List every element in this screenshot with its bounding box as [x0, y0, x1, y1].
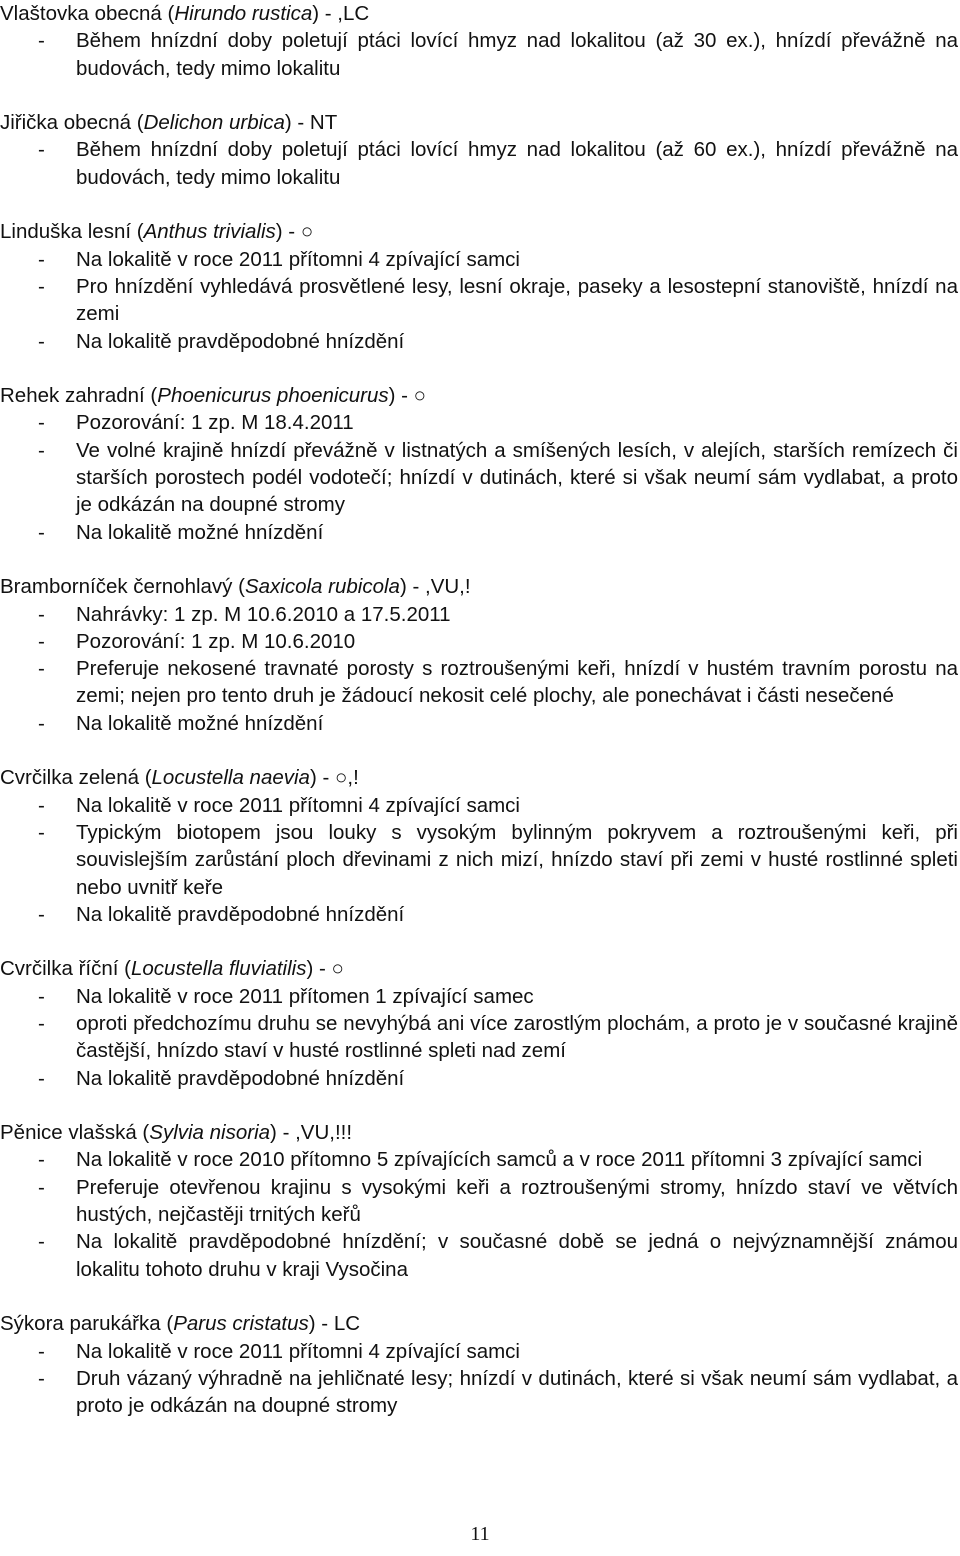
- species-common-name: Pěnice vlašská (: [0, 1121, 150, 1145]
- species-note-item: [0, 246, 958, 273]
- species-latin-name: Anthus trivialis: [143, 220, 276, 244]
- species-section: [0, 1310, 958, 1419]
- species-note-item: [0, 328, 958, 355]
- species-note-text: Na lokalitě pravděpodobné hnízdění: [76, 1066, 405, 1090]
- species-note-item: [0, 136, 958, 191]
- bullet-dash: -: [38, 820, 45, 844]
- species-notes-list: [0, 983, 958, 1092]
- bullet-dash: -: [38, 1066, 45, 1090]
- species-section: [0, 382, 958, 546]
- species-common-name: Sýkora parukářka (: [0, 1312, 174, 1336]
- bullet-dash: -: [38, 411, 45, 435]
- species-note-item: [0, 655, 958, 710]
- species-section: [0, 218, 958, 354]
- species-status: ,LC: [337, 2, 370, 25]
- species-note-item: [0, 628, 958, 655]
- species-note-item: [0, 437, 958, 519]
- species-note-item: [0, 409, 958, 436]
- species-notes-list: [0, 601, 958, 737]
- species-heading: [0, 218, 958, 245]
- species-note-item: [0, 601, 958, 628]
- species-status: NT: [309, 111, 338, 135]
- species-latin-name: Saxicola rubicola: [244, 575, 400, 599]
- species-heading-separator: ) -: [306, 957, 332, 981]
- species-heading: [0, 109, 958, 136]
- species-note-item: [0, 1010, 958, 1065]
- species-heading-separator: ) -: [308, 1312, 334, 1336]
- species-note-text: Pozorování: 1 zp. M 10.6.2010: [76, 629, 356, 653]
- bullet-dash: -: [38, 29, 45, 53]
- species-note-text: Druh vázaný výhradně na jehličnaté lesy; hnízdí v dutinách, které si však neumí sám vydlabat, a proto je odkázán na doupné stromy: [76, 1366, 958, 1418]
- bullet-dash: -: [38, 1366, 45, 1390]
- species-section: [0, 0, 958, 82]
- bullet-dash: -: [38, 629, 45, 653]
- species-note-item: [0, 1146, 958, 1173]
- bullet-dash: -: [38, 902, 45, 926]
- bullet-dash: -: [38, 793, 45, 817]
- species-note-text: Pro hnízdění vyhledává prosvětlené lesy, lesní okraje, paseky a lesostepní stanoviště, hnízdí na zemi: [76, 274, 958, 326]
- species-latin-name: Delichon urbica: [143, 111, 285, 135]
- species-note-item: [0, 792, 958, 819]
- species-note-text: Na lokalitě v roce 2011 přítomni 4 zpívající samci: [76, 793, 520, 817]
- species-note-item: [0, 1065, 958, 1092]
- species-notes-list: [0, 792, 958, 928]
- bullet-dash: -: [38, 438, 45, 462]
- bullet-dash: -: [38, 1011, 45, 1035]
- species-notes-list: [0, 136, 958, 191]
- species-heading-separator: ) -: [309, 766, 335, 790]
- page-number: 11: [470, 1523, 490, 1545]
- species-common-name: Vlaštovka obecná (: [0, 2, 175, 25]
- bullet-dash: -: [38, 1230, 45, 1254]
- species-status: ○: [300, 220, 314, 244]
- species-notes-list: [0, 246, 958, 355]
- species-latin-name: Sylvia nisoria: [149, 1121, 271, 1145]
- species-heading-separator: ) -: [399, 575, 425, 599]
- species-notes-list: [0, 409, 958, 545]
- species-latin-name: Hirundo rustica: [174, 2, 313, 25]
- species-status: ○: [331, 957, 344, 981]
- bullet-dash: -: [38, 1339, 45, 1363]
- species-note-text: Na lokalitě v roce 2011 přítomni 4 zpívající samci: [76, 247, 520, 271]
- species-note-item: [0, 1338, 958, 1365]
- species-status: ,VU,!: [425, 575, 471, 599]
- species-heading: [0, 1119, 958, 1146]
- species-heading-separator: ) -: [312, 2, 338, 25]
- species-heading: [0, 955, 958, 982]
- species-note-text: Typickým biotopem jsou louky s vysokým bylinným pokryvem a roztroušenými keři, při souvislejším zarůstání ploch dřevinami z nich mizí, hnízdo staví při zemi v husté rostlinné spleti nebo uvnitř keře: [76, 820, 958, 899]
- species-note-item: [0, 27, 958, 82]
- species-latin-name: Locustella fluviatilis: [130, 957, 307, 981]
- species-note-text: Na lokalitě pravděpodobné hnízdění; v současné době se jedná o nejvýznamnější známou lokalitu tohoto druhu v kraji Vysočina: [76, 1230, 958, 1281]
- species-section: [0, 764, 958, 928]
- species-notes-list: [0, 1338, 958, 1420]
- species-notes-list: [0, 1146, 958, 1282]
- species-note-item: [0, 901, 958, 928]
- species-note-text: Preferuje nekosené travnaté porosty s roztroušenými keři, hnízdí v hustém travním porostu na zemi; nejen pro tento druh je žádoucí nekosit celé plochy, ale ponechávat i části nesečené: [76, 657, 958, 708]
- species-note-item: [0, 273, 958, 328]
- species-latin-name: Parus cristatus: [173, 1312, 309, 1336]
- bullet-dash: -: [38, 247, 45, 271]
- species-note-item: [0, 983, 958, 1010]
- species-note-text: Pozorování: 1 zp. M 18.4.2011: [76, 411, 354, 435]
- species-heading: [0, 1310, 958, 1337]
- bullet-dash: -: [38, 711, 45, 735]
- species-note-text: Na lokalitě v roce 2011 přítomen 1 zpívající samec: [76, 984, 534, 1008]
- bullet-dash: -: [38, 1175, 45, 1199]
- bullet-dash: -: [38, 657, 45, 681]
- species-note-text: Na lokalitě pravděpodobné hnízdění: [76, 902, 405, 926]
- species-note-text: Během hnízdní doby poletují ptáci lovící hmyz nad lokalitou (až 30 ex.), hnízdí převážně na budovách, tedy mimo lokalitu: [76, 29, 958, 80]
- species-section: [0, 109, 958, 191]
- bullet-dash: -: [38, 1148, 45, 1172]
- species-heading-separator: ) -: [270, 1121, 296, 1145]
- species-heading: [0, 573, 958, 600]
- species-latin-name: Locustella naevia: [151, 766, 310, 790]
- species-note-text: oproti předchozímu druhu se nevyhýbá ani více zarostlým plochám, a proto je v současné krajině častější, hnízdo staví v husté rostlinné spleti nad zemí: [76, 1011, 958, 1063]
- species-note-item: [0, 1174, 958, 1229]
- bullet-dash: -: [38, 520, 45, 544]
- species-heading: [0, 764, 958, 791]
- species-note-text: Na lokalitě v roce 2011 přítomni 4 zpívající samci: [76, 1339, 520, 1363]
- species-heading: [0, 382, 958, 409]
- species-status: ○: [413, 384, 427, 408]
- bullet-dash: -: [38, 138, 45, 162]
- species-note-item: [0, 1228, 958, 1283]
- species-note-text: Nahrávky: 1 zp. M 10.6.2010 a 17.5.2011: [76, 602, 451, 626]
- species-heading-separator: ) -: [388, 384, 414, 408]
- species-note-item: [0, 1365, 958, 1420]
- species-note-item: [0, 819, 958, 901]
- species-note-item: [0, 519, 958, 546]
- species-latin-name: Phoenicurus phoenicurus: [157, 384, 389, 408]
- species-heading: [0, 0, 958, 27]
- species-common-name: Rehek zahradní (: [0, 384, 158, 408]
- species-heading-separator: ) -: [284, 111, 310, 135]
- bullet-dash: -: [38, 984, 45, 1008]
- species-common-name: Cvrčilka zelená (: [0, 766, 152, 790]
- species-common-name: Linduška lesní (: [0, 220, 144, 244]
- species-section: [0, 573, 958, 737]
- species-notes-list: [0, 27, 958, 82]
- bullet-dash: -: [38, 329, 45, 353]
- species-note-text: Preferuje otevřenou krajinu s vysokými keři a roztroušenými stromy, hnízdo staví ve větvích hustých, nejčastěji trnitých keřů: [76, 1175, 958, 1227]
- species-note-text: Na lokalitě pravděpodobné hnízdění: [76, 329, 405, 353]
- species-common-name: Cvrčilka říční (: [0, 957, 131, 981]
- species-common-name: Jiřička obecná (: [0, 111, 144, 135]
- species-heading-separator: ) -: [275, 220, 301, 244]
- bullet-dash: -: [38, 274, 45, 298]
- species-note-text: Na lokalitě možné hnízdění: [76, 520, 324, 544]
- species-note-text: Ve volné krajině hnízdí převážně v listnatých a smíšených lesích, v alejích, starších remízech či starších porostech podél vodotečí; hnízdí v dutinách, které si však neumí sám vydlabat, a proto je odkázán na doupné stromy: [76, 438, 958, 517]
- species-note-item: [0, 710, 958, 737]
- bullet-dash: -: [38, 602, 45, 626]
- species-section: [0, 1119, 958, 1283]
- species-status: ,VU,!!!: [295, 1121, 353, 1145]
- species-note-text: Na lokalitě v roce 2010 přítomno 5 zpívajících samců a v roce 2011 přítomni 3 zpívající samci: [76, 1148, 923, 1172]
- species-note-text: Během hnízdní doby poletují ptáci lovící hmyz nad lokalitou (až 60 ex.), hnízdí převážně na budovách, tedy mimo lokalitu: [76, 138, 958, 189]
- species-status: LC: [333, 1312, 361, 1336]
- species-common-name: Bramborníček černohlavý (: [0, 575, 245, 599]
- species-status: ○,!: [335, 766, 359, 790]
- species-section: [0, 955, 958, 1091]
- species-note-text: Na lokalitě možné hnízdění: [76, 711, 324, 735]
